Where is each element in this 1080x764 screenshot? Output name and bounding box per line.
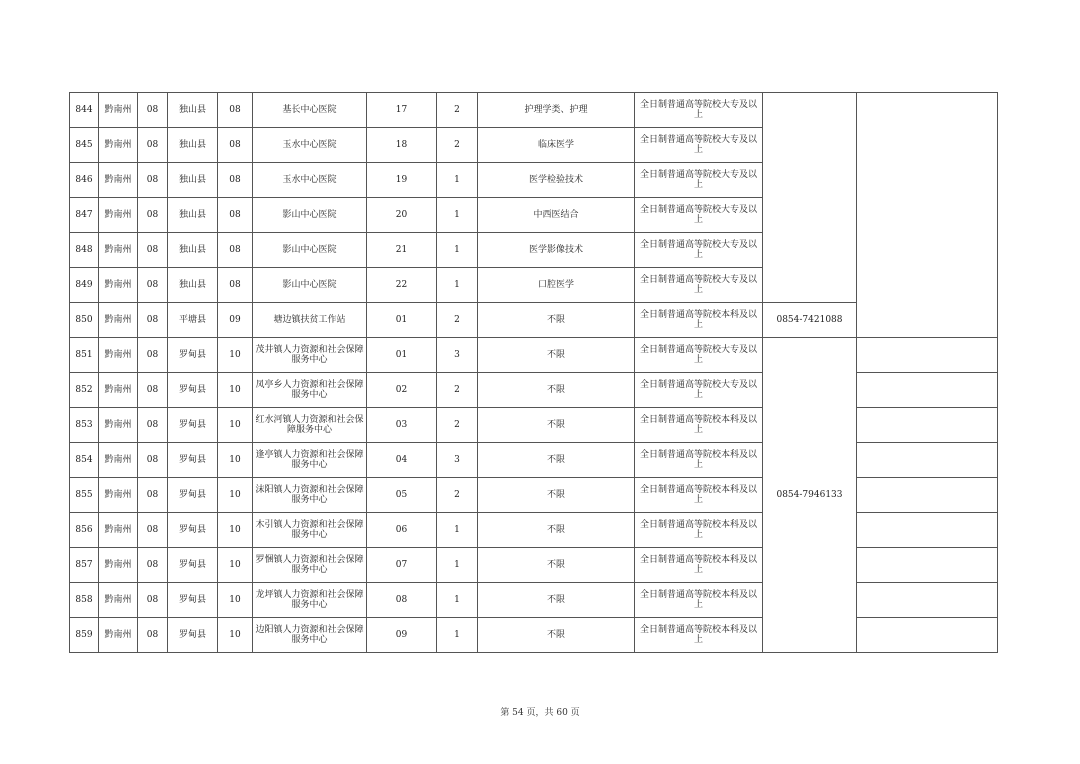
remarks-cell	[857, 548, 998, 583]
headcount-cell: 1	[437, 268, 478, 303]
major-cell: 口腔医学	[478, 268, 635, 303]
prefecture-cell: 黔南州	[99, 513, 138, 548]
county-cell: 独山县	[168, 198, 218, 233]
unit-cell: 玉水中心医院	[253, 163, 367, 198]
post-code-cell: 19	[367, 163, 437, 198]
table-row	[70, 548, 998, 583]
education-cell: 全日制普通高等院校大专及以上	[635, 198, 763, 233]
education-cell: 全日制普通高等院校本科及以上	[635, 443, 763, 478]
county-cell: 罗甸县	[168, 583, 218, 618]
major-cell: 不限	[478, 373, 635, 408]
major-cell: 不限	[478, 583, 635, 618]
county-code-cell: 08	[218, 163, 253, 198]
prefecture-cell: 黔南州	[99, 198, 138, 233]
county-cell: 罗甸县	[168, 513, 218, 548]
county-code-cell: 10	[218, 373, 253, 408]
table-row	[70, 618, 998, 653]
post-code-cell: 03	[367, 408, 437, 443]
prefecture-cell: 黔南州	[99, 303, 138, 338]
headcount-cell: 2	[437, 408, 478, 443]
row-number: 852	[70, 373, 99, 408]
education-cell: 全日制普通高等院校大专及以上	[635, 233, 763, 268]
contact-phone-cell: 0854-7946133	[763, 338, 857, 653]
table-row	[70, 93, 998, 128]
major-cell: 医学影像技术	[478, 233, 635, 268]
education-cell: 全日制普通高等院校大专及以上	[635, 268, 763, 303]
county-code-cell: 08	[218, 198, 253, 233]
headcount-cell: 2	[437, 373, 478, 408]
major-cell: 不限	[478, 338, 635, 373]
row-number: 846	[70, 163, 99, 198]
prefecture-cell: 黔南州	[99, 478, 138, 513]
positions-table	[69, 92, 998, 653]
remarks-cell	[857, 513, 998, 548]
table-row	[70, 338, 998, 373]
county-cell: 独山县	[168, 233, 218, 268]
unit-cell: 龙坪镇人力资源和社会保障服务中心	[253, 583, 367, 618]
county-code-cell: 10	[218, 618, 253, 653]
headcount-cell: 3	[437, 338, 478, 373]
remarks-cell	[857, 93, 998, 338]
headcount-cell: 1	[437, 233, 478, 268]
prefecture-code-cell: 08	[138, 408, 168, 443]
county-code-cell: 10	[218, 583, 253, 618]
unit-cell: 罗悃镇人力资源和社会保障服务中心	[253, 548, 367, 583]
headcount-cell: 2	[437, 478, 478, 513]
education-cell: 全日制普通高等院校本科及以上	[635, 513, 763, 548]
education-cell: 全日制普通高等院校本科及以上	[635, 548, 763, 583]
county-code-cell: 10	[218, 478, 253, 513]
county-cell: 独山县	[168, 93, 218, 128]
major-cell: 中西医结合	[478, 198, 635, 233]
post-code-cell: 01	[367, 338, 437, 373]
county-cell: 罗甸县	[168, 478, 218, 513]
table-row	[70, 513, 998, 548]
prefecture-cell: 黔南州	[99, 233, 138, 268]
row-number: 857	[70, 548, 99, 583]
county-cell: 罗甸县	[168, 443, 218, 478]
county-cell: 罗甸县	[168, 373, 218, 408]
unit-cell: 木引镇人力资源和社会保障服务中心	[253, 513, 367, 548]
table-body	[70, 93, 998, 653]
post-code-cell: 06	[367, 513, 437, 548]
prefecture-cell: 黔南州	[99, 408, 138, 443]
county-cell: 独山县	[168, 163, 218, 198]
post-code-cell: 04	[367, 443, 437, 478]
county-code-cell: 08	[218, 128, 253, 163]
prefecture-cell: 黔南州	[99, 583, 138, 618]
major-cell: 不限	[478, 478, 635, 513]
education-cell: 全日制普通高等院校大专及以上	[635, 93, 763, 128]
county-code-cell: 10	[218, 513, 253, 548]
prefecture-code-cell: 08	[138, 583, 168, 618]
post-code-cell: 01	[367, 303, 437, 338]
unit-cell: 茂井镇人力资源和社会保障服务中心	[253, 338, 367, 373]
headcount-cell: 1	[437, 618, 478, 653]
major-cell: 不限	[478, 548, 635, 583]
row-number: 858	[70, 583, 99, 618]
prefecture-cell: 黔南州	[99, 338, 138, 373]
prefecture-cell: 黔南州	[99, 373, 138, 408]
prefecture-cell: 黔南州	[99, 163, 138, 198]
prefecture-code-cell: 08	[138, 513, 168, 548]
major-cell: 不限	[478, 513, 635, 548]
county-cell: 独山县	[168, 268, 218, 303]
education-cell: 全日制普通高等院校大专及以上	[635, 338, 763, 373]
major-cell: 医学检验技术	[478, 163, 635, 198]
prefecture-code-cell: 08	[138, 443, 168, 478]
education-cell: 全日制普通高等院校本科及以上	[635, 583, 763, 618]
remarks-cell	[857, 618, 998, 653]
prefecture-code-cell: 08	[138, 373, 168, 408]
post-code-cell: 08	[367, 583, 437, 618]
remarks-cell	[857, 443, 998, 478]
row-number: 859	[70, 618, 99, 653]
post-code-cell: 18	[367, 128, 437, 163]
county-code-cell: 08	[218, 268, 253, 303]
education-cell: 全日制普通高等院校本科及以上	[635, 408, 763, 443]
row-number: 849	[70, 268, 99, 303]
headcount-cell: 2	[437, 303, 478, 338]
table-row	[70, 408, 998, 443]
post-code-cell: 02	[367, 373, 437, 408]
county-cell: 罗甸县	[168, 548, 218, 583]
row-number: 847	[70, 198, 99, 233]
contact-phone-cell	[763, 93, 857, 303]
headcount-cell: 1	[437, 163, 478, 198]
education-cell: 全日制普通高等院校大专及以上	[635, 128, 763, 163]
unit-cell: 红水河镇人力资源和社会保障服务中心	[253, 408, 367, 443]
post-code-cell: 20	[367, 198, 437, 233]
headcount-cell: 3	[437, 443, 478, 478]
major-cell: 不限	[478, 443, 635, 478]
prefecture-code-cell: 08	[138, 618, 168, 653]
row-number: 855	[70, 478, 99, 513]
prefecture-cell: 黔南州	[99, 618, 138, 653]
prefecture-code-cell: 08	[138, 128, 168, 163]
unit-cell: 基长中心医院	[253, 93, 367, 128]
county-code-cell: 10	[218, 443, 253, 478]
county-cell: 罗甸县	[168, 338, 218, 373]
remarks-cell	[857, 478, 998, 513]
education-cell: 全日制普通高等院校大专及以上	[635, 163, 763, 198]
remarks-cell	[857, 408, 998, 443]
headcount-cell: 2	[437, 128, 478, 163]
headcount-cell: 1	[437, 548, 478, 583]
prefecture-code-cell: 08	[138, 338, 168, 373]
county-code-cell: 09	[218, 303, 253, 338]
education-cell: 全日制普通高等院校本科及以上	[635, 303, 763, 338]
major-cell: 不限	[478, 303, 635, 338]
page-number: 第 54 页，共 60 页	[500, 708, 580, 718]
prefecture-code-cell: 08	[138, 268, 168, 303]
prefecture-cell: 黔南州	[99, 443, 138, 478]
major-cell: 临床医学	[478, 128, 635, 163]
post-code-cell: 07	[367, 548, 437, 583]
education-cell: 全日制普通高等院校大专及以上	[635, 373, 763, 408]
headcount-cell: 1	[437, 583, 478, 618]
prefecture-cell: 黔南州	[99, 128, 138, 163]
unit-cell: 沫阳镇人力资源和社会保障服务中心	[253, 478, 367, 513]
prefecture-code-cell: 08	[138, 233, 168, 268]
county-code-cell: 10	[218, 338, 253, 373]
unit-cell: 影山中心医院	[253, 233, 367, 268]
county-code-cell: 10	[218, 408, 253, 443]
row-number: 856	[70, 513, 99, 548]
prefecture-code-cell: 08	[138, 93, 168, 128]
post-code-cell: 05	[367, 478, 437, 513]
headcount-cell: 1	[437, 198, 478, 233]
county-code-cell: 08	[218, 233, 253, 268]
headcount-cell: 1	[437, 513, 478, 548]
county-cell: 罗甸县	[168, 618, 218, 653]
prefecture-code-cell: 08	[138, 198, 168, 233]
row-number: 845	[70, 128, 99, 163]
education-cell: 全日制普通高等院校本科及以上	[635, 478, 763, 513]
unit-cell: 影山中心医院	[253, 268, 367, 303]
table-row	[70, 443, 998, 478]
unit-cell: 逢亭镇人力资源和社会保障服务中心	[253, 443, 367, 478]
major-cell: 护理学类、护理	[478, 93, 635, 128]
row-number: 848	[70, 233, 99, 268]
county-cell: 独山县	[168, 128, 218, 163]
major-cell: 不限	[478, 618, 635, 653]
remarks-cell	[857, 583, 998, 618]
row-number: 844	[70, 93, 99, 128]
post-code-cell: 22	[367, 268, 437, 303]
prefecture-code-cell: 08	[138, 478, 168, 513]
unit-cell: 塘边镇扶贫工作站	[253, 303, 367, 338]
unit-cell: 影山中心医院	[253, 198, 367, 233]
remarks-cell	[857, 338, 998, 373]
unit-cell: 凤亭乡人力资源和社会保障服务中心	[253, 373, 367, 408]
row-number: 854	[70, 443, 99, 478]
row-number: 853	[70, 408, 99, 443]
prefecture-code-cell: 08	[138, 548, 168, 583]
table-row	[70, 373, 998, 408]
post-code-cell: 09	[367, 618, 437, 653]
row-number: 851	[70, 338, 99, 373]
major-cell: 不限	[478, 408, 635, 443]
prefecture-cell: 黔南州	[99, 268, 138, 303]
post-code-cell: 21	[367, 233, 437, 268]
education-cell: 全日制普通高等院校本科及以上	[635, 618, 763, 653]
unit-cell: 玉水中心医院	[253, 128, 367, 163]
prefecture-cell: 黔南州	[99, 548, 138, 583]
table-row	[70, 583, 998, 618]
county-cell: 罗甸县	[168, 408, 218, 443]
headcount-cell: 2	[437, 93, 478, 128]
county-cell: 平塘县	[168, 303, 218, 338]
county-code-cell: 08	[218, 93, 253, 128]
post-code-cell: 17	[367, 93, 437, 128]
county-code-cell: 10	[218, 548, 253, 583]
table-row	[70, 478, 998, 513]
prefecture-code-cell: 08	[138, 303, 168, 338]
contact-phone-cell: 0854-7421088	[763, 303, 857, 338]
unit-cell: 边阳镇人力资源和社会保障服务中心	[253, 618, 367, 653]
prefecture-code-cell: 08	[138, 163, 168, 198]
prefecture-cell: 黔南州	[99, 93, 138, 128]
row-number: 850	[70, 303, 99, 338]
remarks-cell	[857, 373, 998, 408]
